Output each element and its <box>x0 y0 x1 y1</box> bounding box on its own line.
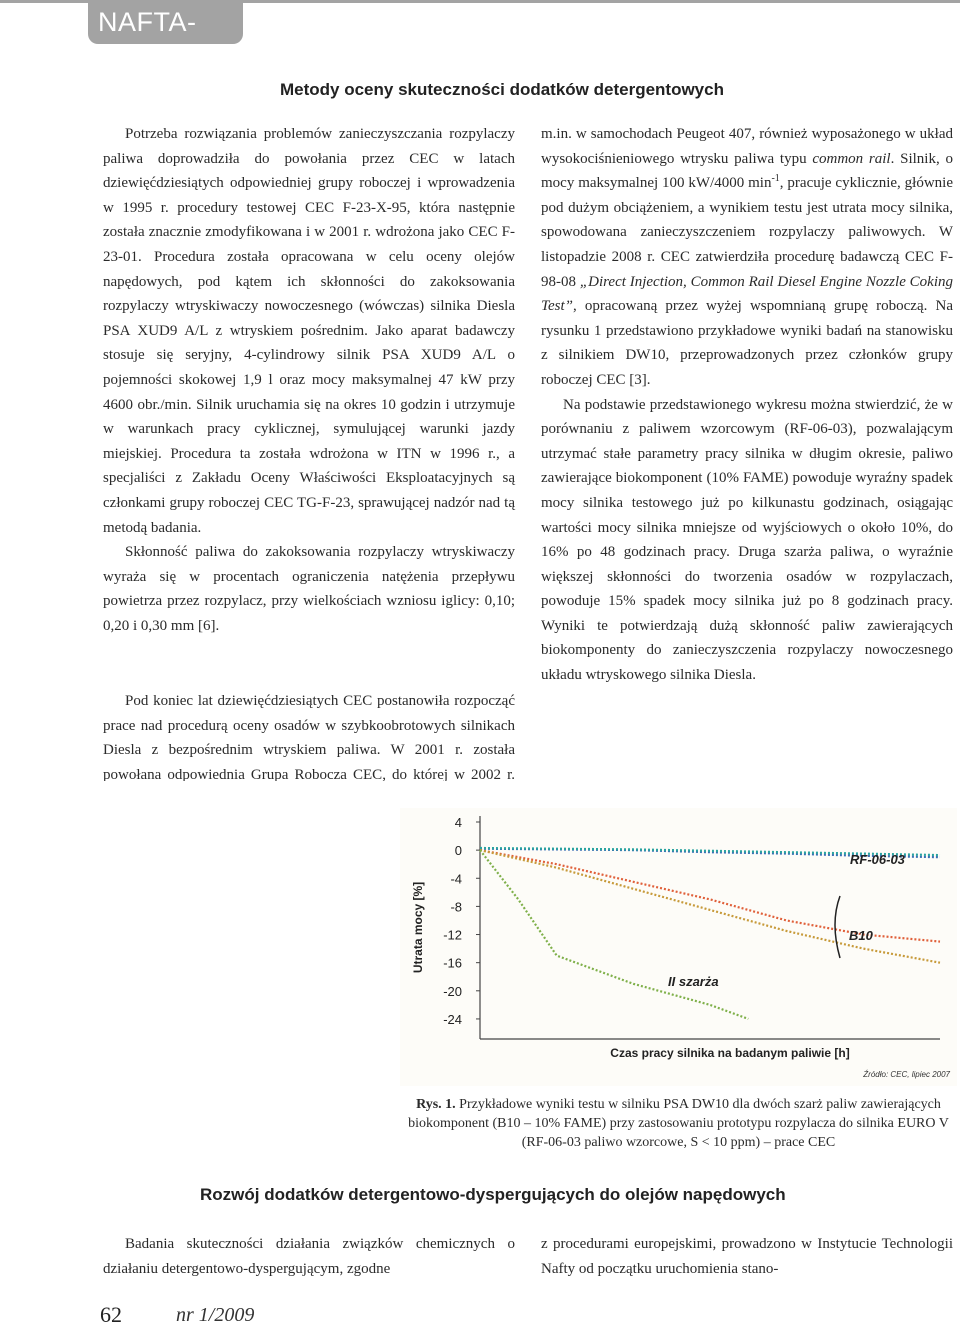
y-axis-label: Utrata mocy [%] <box>411 881 425 974</box>
left-column-p3-narrow <box>103 689 377 1165</box>
y-tick-label: -16 <box>443 955 462 971</box>
y-tick-label: -12 <box>443 927 462 943</box>
chart-background <box>400 808 957 1086</box>
left-paragraph-2: Skłonność paliwa do zakoksowania rozpylaczy wtryskiwaczy wyraża się w procentach ograniczenia natężenia przepływu powietrza przez rozpylacz, przy wielkościach wzniosu iglicy: 0,10; 0,20 i 0,30 mm [6]. <box>103 544 515 634</box>
figure-caption <box>400 1095 957 1152</box>
bottom-right-column <box>541 1232 953 1281</box>
right-paragraph-1-text-d: , opracowaną przez wyżej wspomnianą grupę roboczą. Na rysunku 1 przedstawiono przykładowe wyniki badań na stanowisku z silnikiem DW10, przeprowadzonych przez członków grupy roboczej CEC [3]. <box>541 298 953 388</box>
right-paragraph-1 <box>541 122 953 393</box>
section-title-methods: Metody oceny skuteczności dodatków detergentowych <box>280 80 724 99</box>
issue-number: nr 1/2009 <box>176 1304 255 1326</box>
y-tick-label: 0 <box>454 843 462 859</box>
bottom-left-column <box>103 1232 515 1281</box>
y-tick-label: -4 <box>450 871 462 887</box>
page-number: 62 <box>100 1302 122 1327</box>
figure-chart <box>400 808 957 1086</box>
figure-caption-label: Rys. 1. <box>416 1097 456 1112</box>
series-label: B10 <box>849 928 873 943</box>
y-tick-label: -24 <box>443 1011 462 1027</box>
chart-source: Źródło: CEC, lipiec 2007 <box>863 1070 950 1079</box>
right-paragraph-1-text-a: m.in. w samochodach Peugeot 407, również wyposażonego w układ wysokociśnieniowego wtrysku paliwa typu <box>541 126 953 167</box>
right-paragraph-1-text-c: , pracuje cyklicznie, głównie pod dużym obciążeniem, a wynikiem testu jest utrata mocy silnika, spowodowana zanieczyszczeniem rozpylaczy paliwowych. W listopadzie 2008 r. CEC zatwierdziła procedurę badawczą CEC F-98-08 <box>541 175 953 290</box>
series-label: RF-06-03 <box>850 852 905 867</box>
right-paragraph-2: Na podstawie przedstawionego wykresu można stwierdzić, że w porównaniu z paliwem wzorcowym (RF-06-03), pozwalającym utrzymać stałe parametry pracy silnika w długim okresie, paliwo zawierające biokomponent (10% FAME) powoduje wyraźny spadek mocy silnika testowego już po kilkunastu godzinach, osiągając wartości mocy silnika mniejsze od wyjściowych o około 10%, do 16% po 48 godzinach pracy. Druga szarża paliwa, o wyraźnie większej skłonności do tworzenia osadów w rozpylaczach, powoduje 15% spadek mocy silnika już po 8 godzinach pracy. Wyniki te potwierdzają dużą skłonność paliw zawierających biokomponenty do zanieczyszczenia rozpylaczy nowoczesnego układu wtryskowego silnika Diesla. <box>541 396 953 684</box>
left-paragraph-1: Potrzeba rozwiązania problemów zanieczyszczania rozpylaczy paliwa doprowadziła do powołania przez CEC w latach dziewięćdziesiątych odpowiedniej grupy roboczej i wprowadzenia w 1995 r. procedury testowej CEC F-23-X-95, która następnie została znacznie zmodyfikowana i w 2001 r. wdrożona jako CEC F-23-01. Procedura została opracowana w celu oceny olejów napędowych, pod kątem ich skłonności do zakoksowania rozpylaczy wtryskiwaczy nowoczesnego (wówczas) silnika Diesla PSA XUD9 A/L z wtryskiem pośrednim. Jako aparat badawczy stosuje się seryjny, 4-cylindrowy silnik PSA XUD9 A/L o pojemności skokowej 1,9 l oraz mocy maksymalnej 47 kW przy 4600 obr./min. Silnik uruchamia się na okres 10 godzin i utrzymuje w warunkach pracy cyklicznej, symulującej warunki jazdy miejskiej. Procedura ta została wdrożona w ITN w 1996 r., a specjaliści z Zakładu Oceny Właściwości Eksploatacyjnych są członkami grupy roboczej CEC TG-F-23, sprawującej nadzór nad tą metodą badania. <box>103 126 515 536</box>
y-tick-label: 4 <box>454 815 462 830</box>
left-paragraph-3-text-a: Pod koniec lat dziewięćdziesiątych CEC postanowiła rozpocząć prace nad procedurą oceny osadów w szybkoobrotowych silnikach Diesla z bezpośrednim wtryskiem paliwa. W 2001 r. została powołana odpowiednia Grupa Robocza CEC, do której w 2002 r. <box>103 693 515 781</box>
right-paragraph-1-text-b: . Silnik, o mocy maksymalnej 100 kW/4000 min <box>541 150 953 192</box>
section-title-development: Rozwój dodatków detergentowo-dyspergujących do olejów napędowych <box>200 1185 786 1204</box>
left-column-top <box>103 122 515 638</box>
superscript: -1 <box>771 173 780 185</box>
journal-header: NAFTA-GAZ <box>88 0 243 44</box>
bottom-left-paragraph: Badania skuteczności działania związków chemicznych o działaniu detergentowo-dyspergującym, zgodne <box>103 1236 515 1277</box>
y-tick-label: -8 <box>450 899 462 915</box>
bottom-right-paragraph: z procedurami europejskimi, prowadzono w Instytucie Technologii Nafty od początku uruchomienia stano- <box>541 1236 953 1277</box>
figure-caption-text: Przykładowe wyniki testu w silniku PSA DW10 dla dwóch szarż paliw zawierających biokomponent (B10 – 10% FAME) przy zastosowaniu prototypu rozpylacza do silnika EURO V (RF-06-03 paliwo wzorcowe, S < 10 ppm) – prace CEC <box>408 1097 949 1150</box>
right-column <box>541 122 953 688</box>
right-paragraph-1-italic-2: „Direct Injection, Common Rail Diesel Engine Nozzle Coking Test” <box>541 273 953 315</box>
series-label: II szarża <box>668 974 719 989</box>
x-axis-label: Czas pracy silnika na badanym paliwie [h] <box>610 1046 850 1060</box>
y-tick-label: -20 <box>443 983 462 999</box>
right-paragraph-1-italic: common rail <box>812 150 891 167</box>
